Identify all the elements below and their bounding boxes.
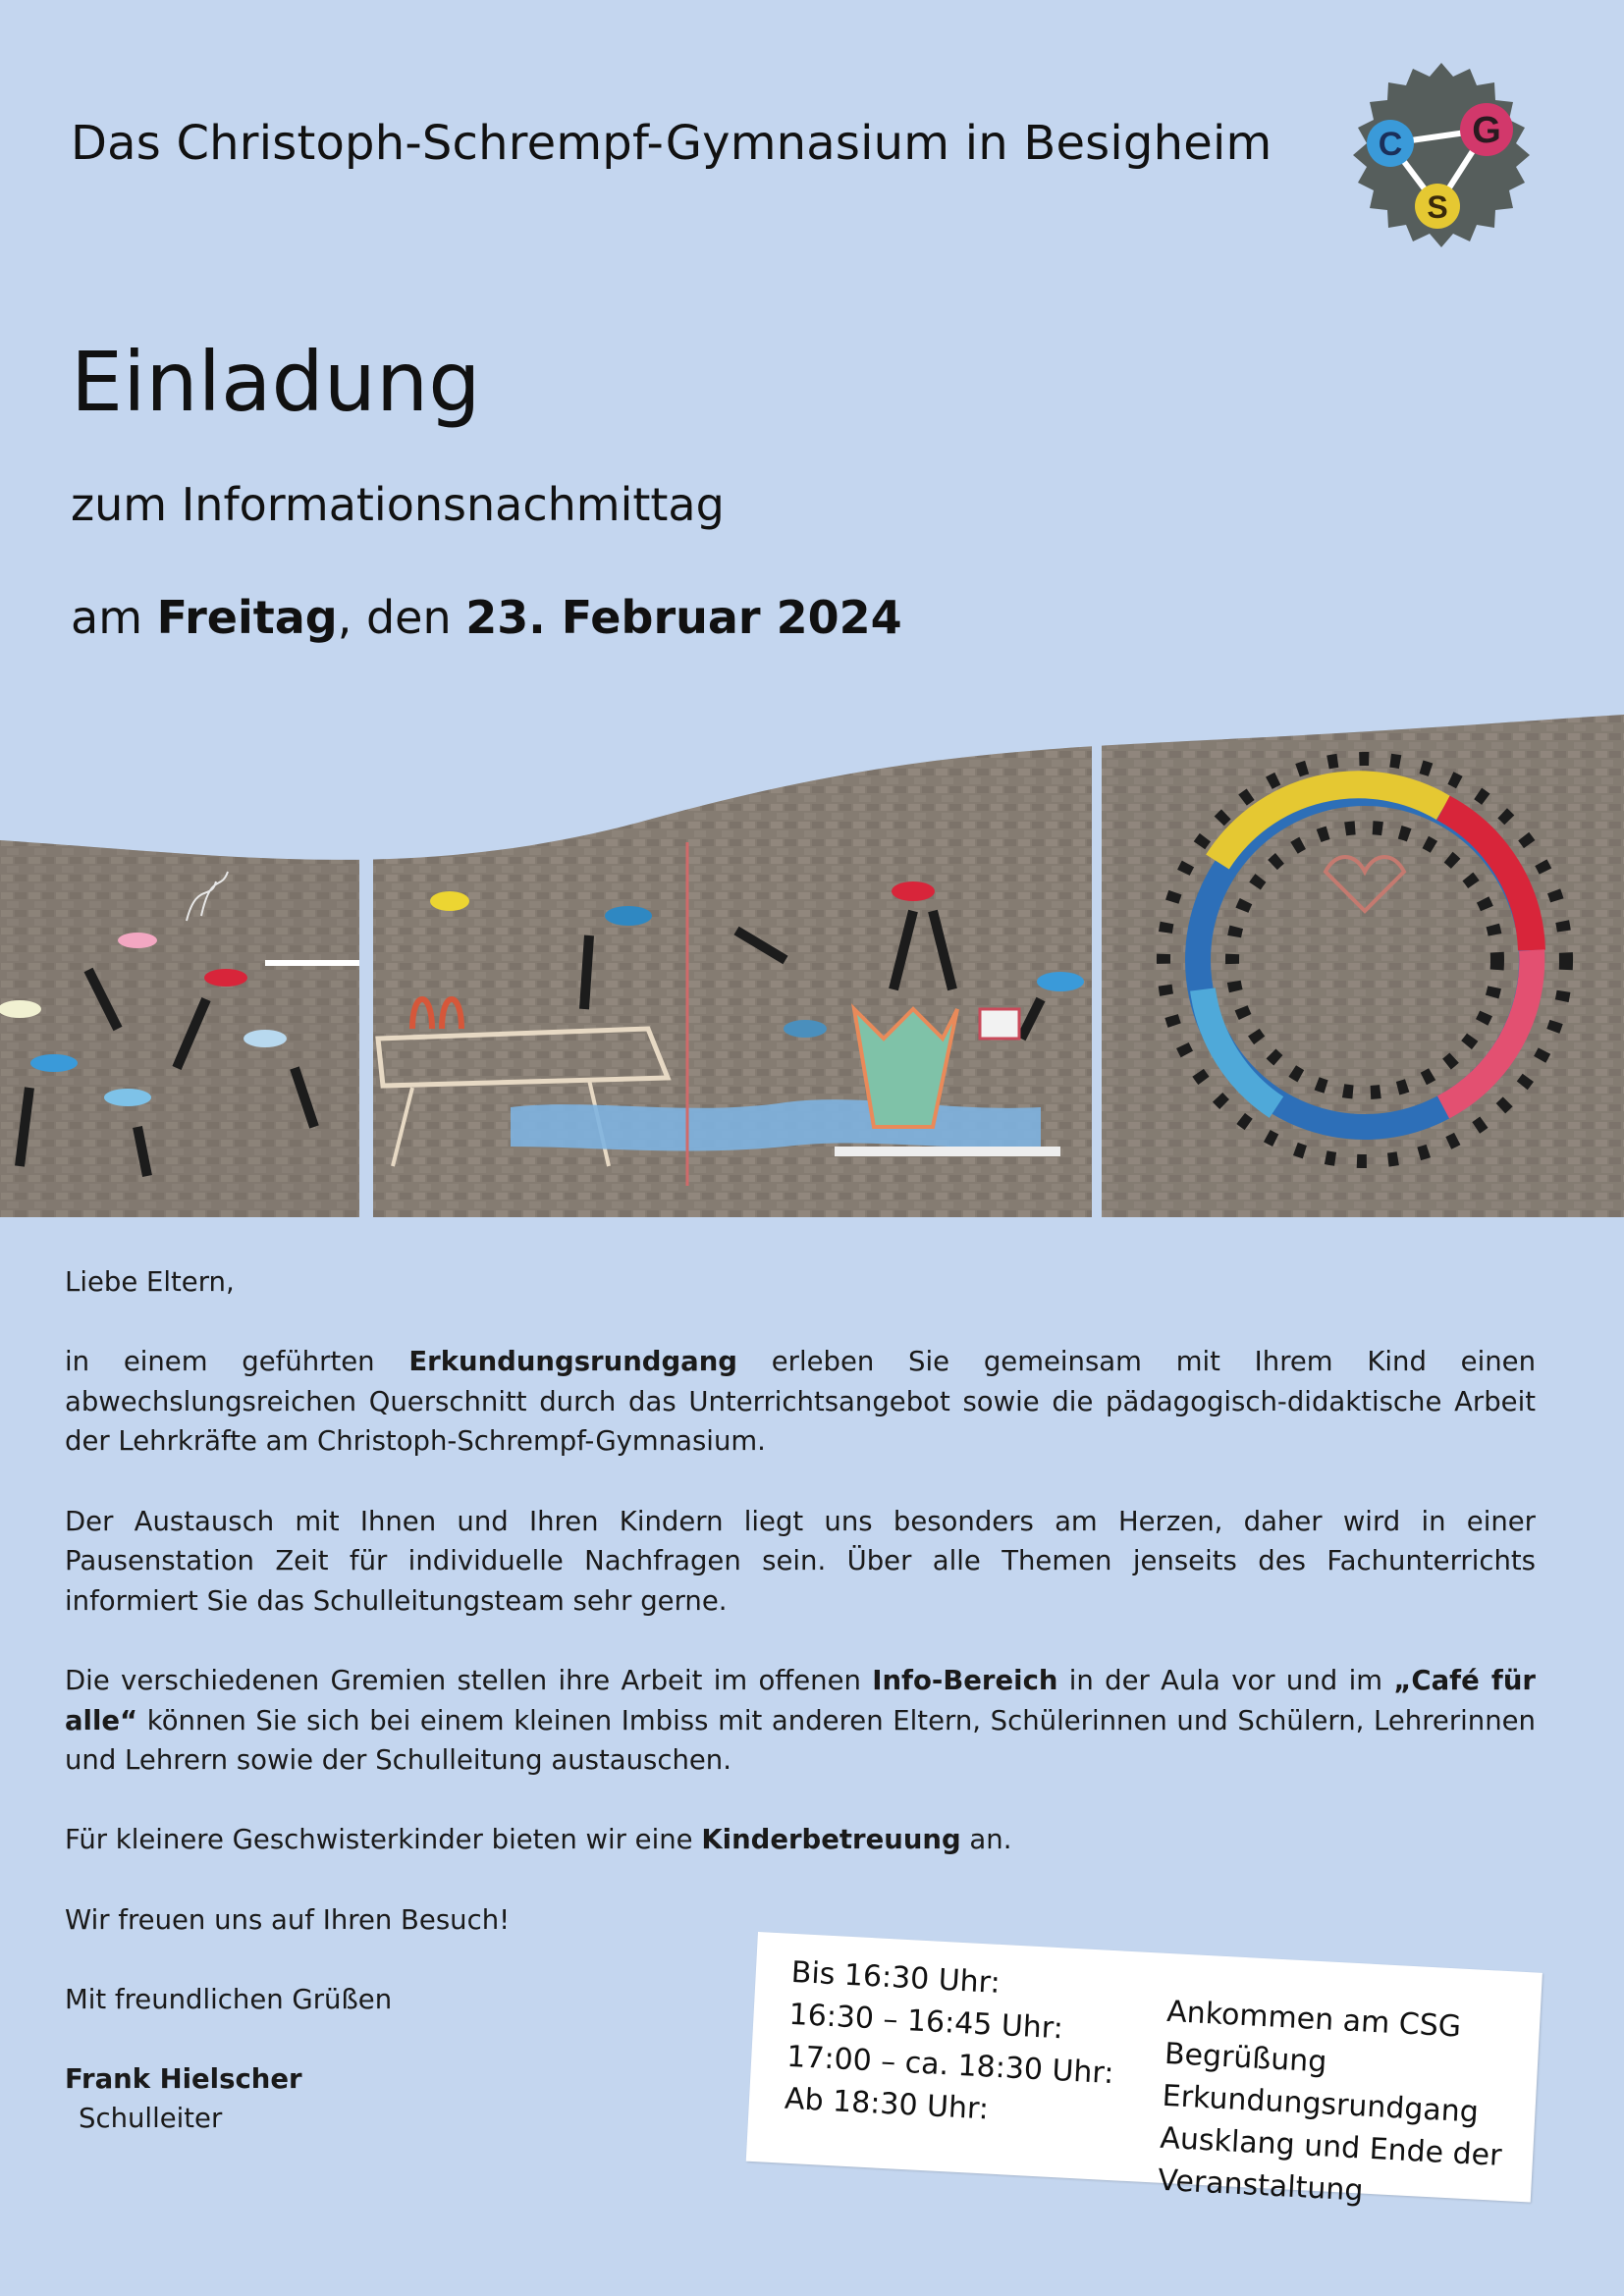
photo-students-chalk-drawing — [0, 715, 359, 1217]
letter-paragraph-info: Die verschiedenen Gremien stellen ihre Arbeit im offenen Info-Bereich in der Aula vor und im „Café für alle“ können Sie sich bei einem kleinen Imbiss mit anderen Eltern, Schülerinnen und Schülern, Lehrerinnen und Lehrern sowie der Schulleitung austauschen. — [65, 1664, 1536, 1777]
signer-name: Frank Hielscher — [65, 2062, 302, 2095]
letter-paragraph-exchange: Der Austausch mit Ihnen und Ihren Kindern liegt uns besonders am Herzen, daher wird in einer Pausenstation Zeit für individuelle Nachfragen sein. Über alle Themen jenseits des Fachunterrichts informiert Sie das Schulleitungsteam sehr gerne. — [65, 1505, 1536, 1617]
invitation-title: Einladung — [71, 334, 481, 430]
signer-role: Schulleiter — [79, 2103, 223, 2135]
schedule-times — [784, 1951, 1119, 2137]
schedule-time: 17:00 – ca. 18:30 Uhr: — [785, 2039, 1115, 2092]
photo-diving-board-chalk — [373, 715, 1090, 1217]
schedule-activities — [1157, 1991, 1509, 2219]
schedule-time: Bis 16:30 Uhr: — [789, 1954, 1001, 2001]
logo-letter-s: S — [1427, 189, 1448, 225]
letter-closing-visit: Wir freuen uns auf Ihren Besuch! — [65, 1903, 511, 1936]
schedule-card — [746, 1932, 1543, 2209]
event-date: am Freitag, den 23. Februar 2024 — [71, 591, 902, 644]
schedule-activity: Erkundungsrundgang — [1161, 2078, 1480, 2130]
letter-closing-regards: Mit freundlichen Grüßen — [65, 1983, 393, 2015]
photo-band — [0, 715, 1624, 1217]
logo-letter-g: G — [1472, 110, 1501, 151]
schedule-activity: Ausklang und Ende der — [1159, 2120, 1503, 2173]
school-logo — [1347, 61, 1536, 249]
schedule-time: 16:30 – 16:45 Uhr: — [787, 1997, 1064, 2047]
logo-letter-c: C — [1378, 126, 1403, 163]
schedule-activity: Begrüßung — [1164, 2036, 1328, 2080]
photo-students-circle — [1104, 715, 1624, 1217]
letter-greeting: Liebe Eltern, — [65, 1266, 235, 1298]
letter-paragraph-tour: in einem geführten Erkundungsrundgang erleben Sie gemeinsam mit Ihrem Kind einen abwechslungsreichen Querschnitt durch das Unterrichtsangebot sowie die pädagogisch-didaktische Arbeit der Lehrkräfte am Christoph-Schrempf-Gymnasium. — [65, 1346, 1536, 1458]
schedule-activity: Ankommen am CSG — [1165, 1994, 1462, 2045]
schedule-time: Ab 18:30 Uhr: — [784, 2081, 990, 2127]
schedule-activity: Veranstaltung — [1157, 2163, 1365, 2209]
letter-paragraph-childcare: Für kleinere Geschwisterkinder bieten wir eine Kinderbetreuung an. — [65, 1824, 1012, 1856]
invitation-subtitle: zum Informationsnachmittag — [71, 478, 725, 531]
school-name: Das Christoph-Schrempf-Gymnasium in Besigheim — [71, 116, 1272, 171]
